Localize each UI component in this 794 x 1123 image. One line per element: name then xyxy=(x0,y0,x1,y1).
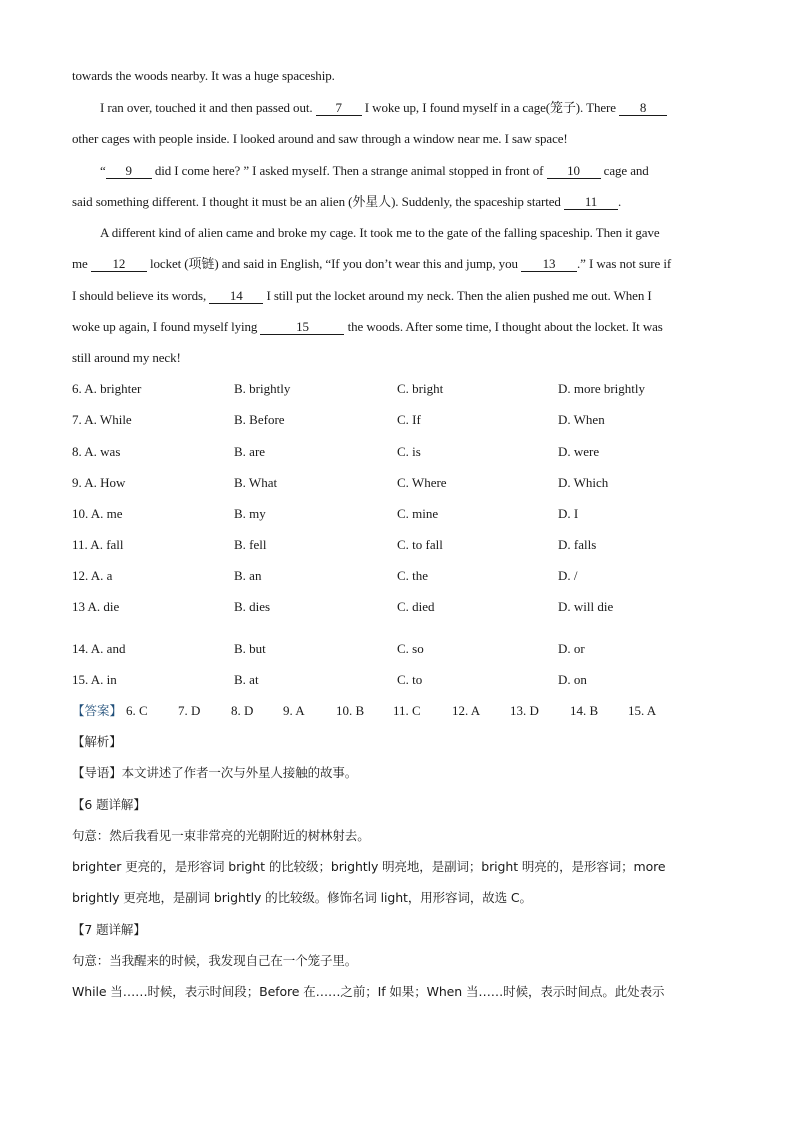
blank-9[interactable]: 9 xyxy=(106,164,152,179)
option-b[interactable]: B. fell xyxy=(234,537,267,552)
option-a[interactable]: 6. A. brighter xyxy=(72,381,142,396)
analysis-heading: 【解析】 xyxy=(72,734,122,749)
passage-line xyxy=(72,194,722,210)
answer-label: 【答案】 xyxy=(72,703,123,718)
option-d[interactable]: D. / xyxy=(558,568,578,583)
option-a[interactable]: 10. A. me xyxy=(72,506,123,521)
answer-item: 7. D xyxy=(178,703,201,718)
option-d[interactable]: D. When xyxy=(558,412,605,427)
answer-item: 11. C xyxy=(393,703,421,718)
option-a[interactable]: 8. A. was xyxy=(72,444,121,459)
passage-line: other cages with people inside. I looked around and saw through a window near me. I saw space! xyxy=(72,131,568,146)
option-b[interactable]: B. Before xyxy=(234,412,285,427)
q6-explanation-line: 句意：然后我看见一束非常亮的光朝附近的树林射去。 xyxy=(72,828,370,843)
passage-line xyxy=(100,100,750,116)
option-c[interactable]: C. to fall xyxy=(397,537,443,552)
q7-heading: 【7 题详解】 xyxy=(72,922,146,937)
option-b[interactable]: B. What xyxy=(234,475,278,490)
option-c[interactable]: C. mine xyxy=(397,506,439,521)
q6-heading: 【6 题详解】 xyxy=(72,797,146,812)
answer-item: 13. D xyxy=(510,703,539,718)
blank-13[interactable]: 13 xyxy=(521,257,577,272)
passage-text: I woke up, I found myself in a cage(笼子). There xyxy=(361,100,620,115)
option-a[interactable]: 14. A. and xyxy=(72,641,126,656)
passage-line: still around my neck! xyxy=(72,350,181,365)
option-d[interactable]: D. I xyxy=(558,506,579,521)
passage-text: I still put the locket around my neck. Then the alien pushed me out. When I xyxy=(263,288,652,303)
passage-line xyxy=(72,288,722,304)
option-a[interactable]: 12. A. a xyxy=(72,568,113,583)
answer-item: 10. B xyxy=(336,703,365,718)
blank-7[interactable]: 7 xyxy=(316,101,362,116)
q7-explanation-line: While 当……时候，表示时间段；Before 在……之前；If 如果；When 当……时候，表示时间点。此处表示 xyxy=(72,984,665,999)
blank-10[interactable]: 10 xyxy=(547,164,601,179)
option-a[interactable]: 9. A. How xyxy=(72,475,126,490)
option-b[interactable]: B. an xyxy=(234,568,262,583)
option-d[interactable]: D. more brightly xyxy=(558,381,646,396)
intro-line xyxy=(72,765,722,781)
option-c[interactable]: C. bright xyxy=(397,381,444,396)
option-b[interactable]: B. my xyxy=(234,506,266,521)
blank-14[interactable]: 14 xyxy=(209,289,263,304)
option-b[interactable]: B. at xyxy=(234,672,259,687)
option-a[interactable]: 13 A. die xyxy=(72,599,120,614)
option-b[interactable]: B. brightly xyxy=(234,381,291,396)
option-b[interactable]: B. are xyxy=(234,444,266,459)
blank-11[interactable]: 11 xyxy=(564,195,618,210)
blank-12[interactable]: 12 xyxy=(91,257,147,272)
option-d[interactable]: D. were xyxy=(558,444,600,459)
passage-text: the woods. After some time, I thought about the locket. It was xyxy=(344,319,663,334)
option-a[interactable]: 11. A. fall xyxy=(72,537,124,552)
passage-text: me xyxy=(72,256,91,271)
passage-text: . xyxy=(618,194,622,209)
passage-text: said something different. I thought it must be an alien (外星人). Suddenly, the spaceship started xyxy=(72,194,564,209)
passage-text: .” I was not sure if xyxy=(577,256,672,271)
passage-text: locket (项链) and said in English, “If you don’t wear this and jump, you xyxy=(146,256,522,271)
passage-line xyxy=(72,319,722,335)
answer-item: 6. C xyxy=(126,703,148,718)
option-d[interactable]: D. will die xyxy=(558,599,614,614)
passage-text: “ xyxy=(100,163,106,178)
option-c[interactable]: C. If xyxy=(397,412,421,427)
option-b[interactable]: B. but xyxy=(234,641,266,656)
passage-text: I ran over, touched it and then passed out. xyxy=(100,100,316,115)
blank-15[interactable]: 15 xyxy=(260,320,344,335)
passage-line: A different kind of alien came and broke my cage. It took me to the gate of the falling spaceship. Then it gave xyxy=(100,225,660,240)
passage-text: did I come here? ” I asked myself. Then a strange animal stopped in front of xyxy=(151,163,547,178)
passage-text: cage and xyxy=(600,163,649,178)
answer-item: 12. A xyxy=(452,703,481,718)
blank-8[interactable]: 8 xyxy=(619,101,667,116)
option-d[interactable]: D. or xyxy=(558,641,585,656)
option-b[interactable]: B. dies xyxy=(234,599,271,614)
passage-text: I should believe its words, xyxy=(72,288,210,303)
option-c[interactable]: C. so xyxy=(397,641,424,656)
option-a[interactable]: 15. A. in xyxy=(72,672,117,687)
option-c[interactable]: C. the xyxy=(397,568,429,583)
option-c[interactable]: C. Where xyxy=(397,475,447,490)
intro-text: 本文讲述了作者一次与外星人接触的故事。 xyxy=(121,765,358,780)
option-d[interactable]: D. falls xyxy=(558,537,597,552)
passage-line xyxy=(72,256,722,272)
option-c[interactable]: C. is xyxy=(397,444,421,459)
option-c[interactable]: C. to xyxy=(397,672,423,687)
intro-label: 【导语】 xyxy=(72,765,122,780)
option-c[interactable]: C. died xyxy=(397,599,435,614)
option-d[interactable]: D. on xyxy=(558,672,587,687)
answer-item: 14. B xyxy=(570,703,599,718)
q7-explanation-line: 句意：当我醒来的时候，我发现自己在一个笼子里。 xyxy=(72,953,358,968)
answer-item: 9. A xyxy=(283,703,305,718)
answer-item: 8. D xyxy=(231,703,254,718)
passage-line: towards the woods nearby. It was a huge spaceship. xyxy=(72,68,335,83)
answer-item: 15. A xyxy=(628,703,657,718)
passage-text: woke up again, I found myself lying xyxy=(72,319,261,334)
passage-line xyxy=(100,163,750,179)
option-a[interactable]: 7. A. While xyxy=(72,412,132,427)
option-d[interactable]: D. Which xyxy=(558,475,609,490)
q6-explanation-line: brightly 更亮地，是副词 brightly 的比较级。修饰名词 light，用形容词，故选 C。 xyxy=(72,890,532,905)
q6-explanation-line: brighter 更亮的，是形容词 bright 的比较级；brightly 明亮地，是副词；bright 明亮的，是形容词；more xyxy=(72,859,666,874)
